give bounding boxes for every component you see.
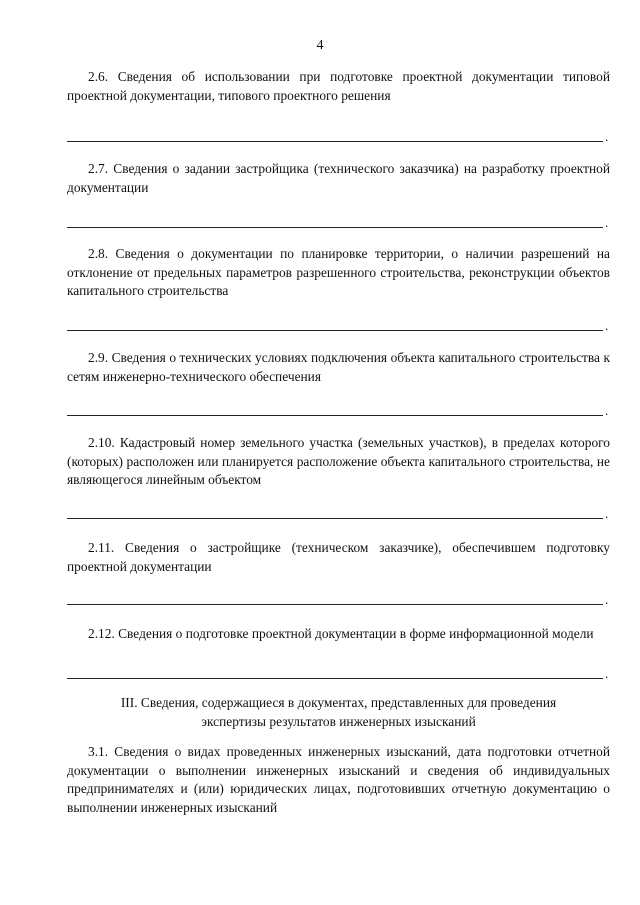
section-2-9-fill-line[interactable] — [67, 415, 603, 416]
section-iii-heading — [67, 694, 610, 731]
section-2-7-fill-dot: . — [605, 215, 609, 230]
section-2-10-text: 2.10. Кадастровый номер земельного участка (земельных участков), в пределах которого (которых) расположен или планируется расположение объекта капитального строительства, не являющегося линейным объектом — [67, 435, 610, 487]
section-2-6-fill-dot: . — [605, 129, 609, 144]
section-2-10-fill-line[interactable] — [67, 518, 603, 519]
section-2-8-fill-dot: . — [605, 318, 609, 333]
section-2-6-text: 2.6. Сведения об использовании при подготовке проектной документации типовой проектной документации, типового проектного решения — [67, 69, 610, 103]
section-2-9-fill-dot: . — [605, 403, 609, 418]
section-3-1-text: 3.1. Сведения о видах проведенных инженерных изысканий, дата подготовки отчетной документации о выполнении инженерных изысканий и сведения об индивидуальных предпринимателях и (или) юридических лицах, подготовивших отчетную документацию о выполнении инженерных изысканий — [67, 744, 610, 815]
section-2-12-fill-dot: . — [605, 666, 609, 681]
section-2-11-fill-dot: . — [605, 592, 609, 607]
section-2-7-fill-line[interactable] — [67, 227, 603, 228]
section-iii-heading-line-2: экспертизы результатов инженерных изысканий — [201, 713, 476, 729]
section-2-9-text: 2.9. Сведения о технических условиях подключения объекта капитального строительства к сетям инженерно-технического обеспечения — [67, 350, 610, 384]
section-iii-heading-line-1: III. Сведения, содержащиеся в документах, представленных для проведения — [120, 695, 557, 710]
page-number: 4 — [316, 38, 324, 53]
section-2-11-fill-line[interactable] — [67, 604, 603, 605]
section-2-6-fill-line[interactable] — [67, 141, 603, 142]
section-2-12-text: 2.12. Сведения о подготовке проектной документации в форме информационной модели — [88, 626, 594, 641]
section-2-7-text: 2.7. Сведения о задании застройщика (технического заказчика) на разработку проектной документации — [67, 161, 610, 195]
section-2-8-fill-line[interactable] — [67, 330, 603, 331]
section-2-8-text: 2.8. Сведения о документации по планировке территории, о наличии разрешений на отклонение от предельных параметров разрешенного строительства, реконструкции объектов капитального строительства — [67, 246, 610, 298]
section-2-11-text: 2.11. Сведения о застройщике (техническом заказчике), обеспечившем подготовку проектной документации — [67, 540, 610, 574]
section-2-10-fill-dot: . — [605, 506, 609, 521]
section-2-12-fill-line[interactable] — [67, 678, 603, 679]
